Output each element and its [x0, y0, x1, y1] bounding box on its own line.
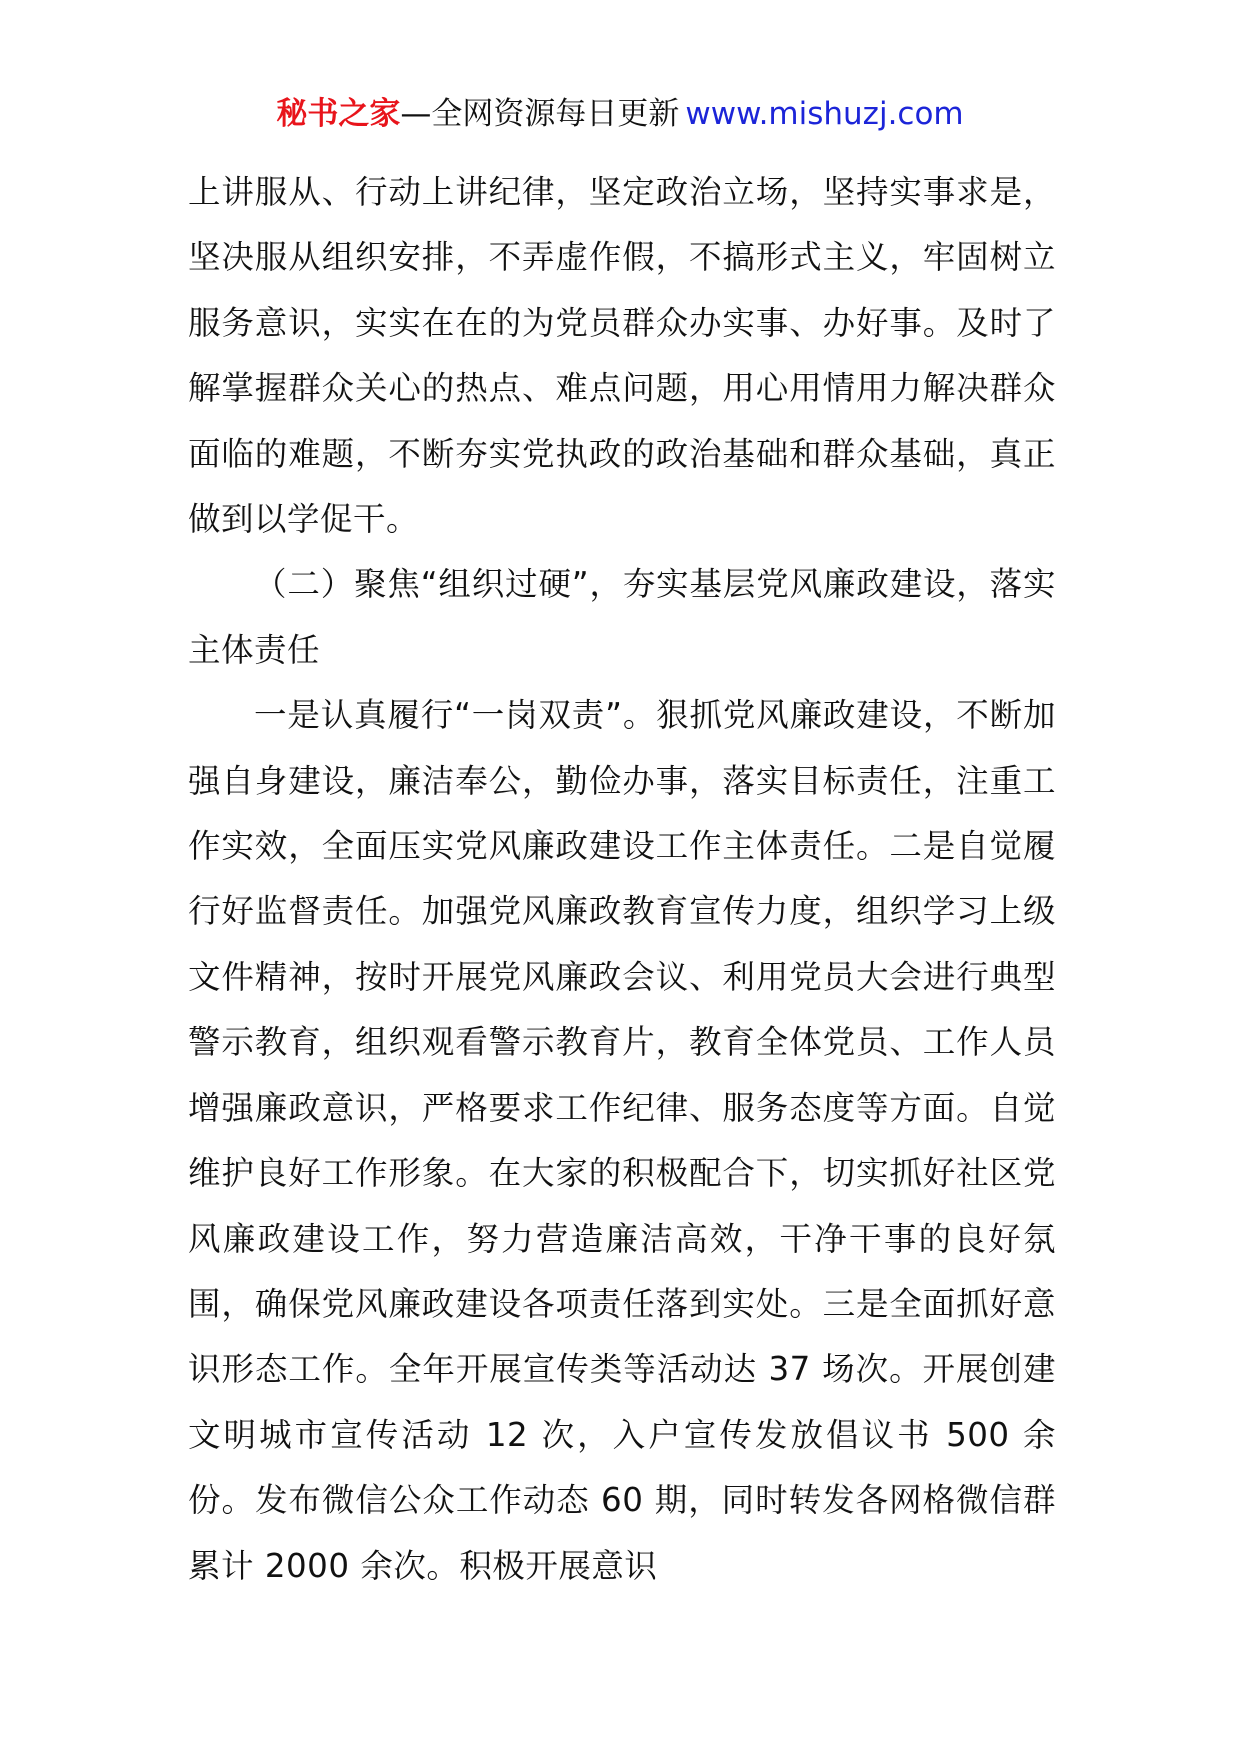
site-header — [0, 94, 1240, 134]
brand-name: 秘书之家 — [276, 96, 401, 132]
site-url-link[interactable]: www.mishuzj.com — [685, 96, 964, 132]
document-body — [188, 160, 1056, 1599]
section-heading: （二）聚焦“组织过硬”，夯实基层党风廉政建设，落实主体责任 — [188, 565, 1056, 669]
paragraph-continuation: 上讲服从、行动上讲纪律，坚定政治立场，坚持实事求是，坚决服从组织安排，不弄虚作假，不搞形式主义，牢固树立服务意识，实实在在的为党员群众办实事、办好事。及时了解掌握群众关心的热点、难点问题，用心用情用力解决群众面临的难题，不断夯实党执政的政治基础和群众基础，真正做到以学促干。 — [188, 173, 1056, 539]
header-tagline: —全网资源每日更新 — [400, 96, 680, 132]
paragraph-responsibility: 一是认真履行“一岗双责”。狠抓党风廉政建设，不断加强自身建设，廉洁奉公，勤俭办事，落实目标责任，注重工作实效，全面压实党风廉政建设工作主体责任。二是自觉履行好监督责任。加强党风廉政教育宣传力度，组织学习上级文件精神，按时开展党风廉政会议、利用党员大会进行典型警示教育，组织观看警示教育片，教育全体党员、工作人员增强廉政意识，严格要求工作纪律、服务态度等方面。自觉维护良好工作形象。在大家的积极配合下，切实抓好社区党风廉政建设工作，努力营造廉洁高效，干净干事的良好氛围，确保党风廉政建设各项责任落到实处。三是全面抓好意识形态工作。全年开展宣传类等活动达 37 场次。开展创建文明城市宣传活动 12 次，入户宣传发放倡议书 500 余份。发布微信公众工作动态 60 期，同时转发各网格微信群累计 2000 余次。积极开展意识 — [188, 696, 1056, 1585]
